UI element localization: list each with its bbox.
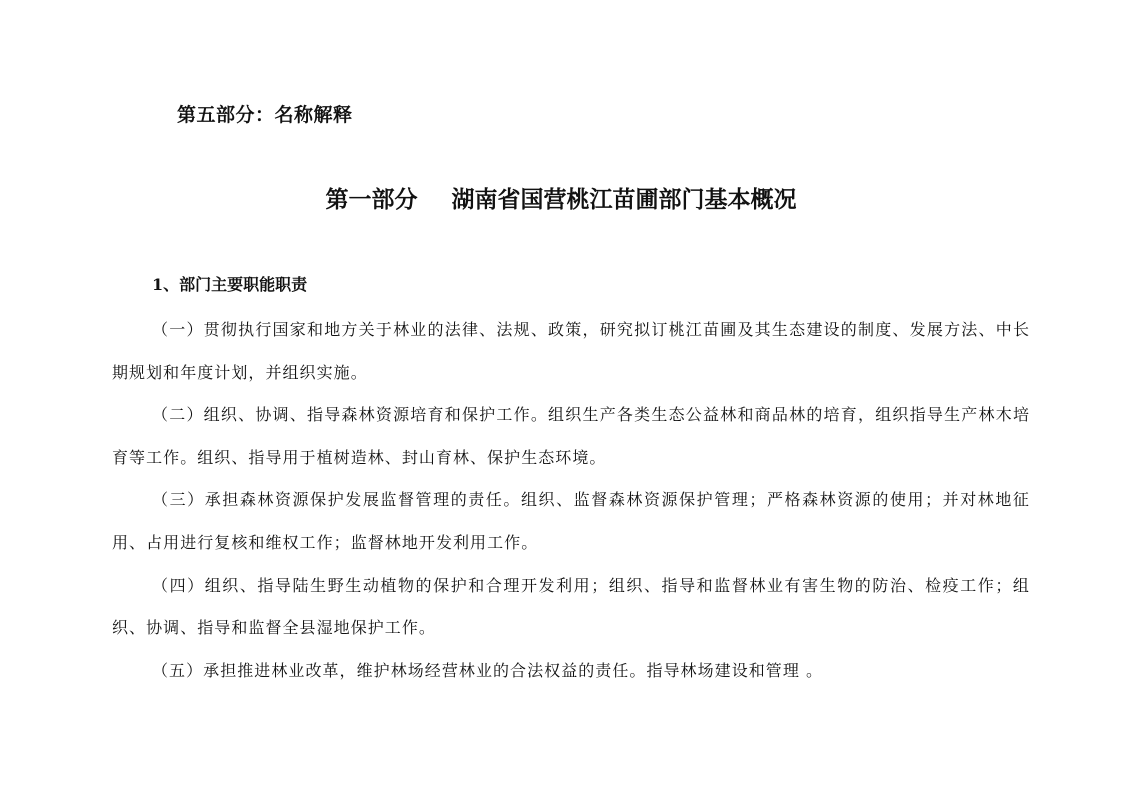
paragraph-2: （二）组织、协调、指导森林资源培育和保护工作。组织生产各类生态公益林和商品林的培育，组织指导生产林木培育等工作。组织、指导用于植树造林、封山育林、保护生态环境。 — [112, 405, 1030, 467]
section-heading: 1、部门主要职能职责 — [152, 275, 308, 294]
main-title-part: 第一部分 — [325, 186, 418, 213]
main-title-name: 湖南省国营桃江苗圃部门基本概况 — [451, 186, 797, 213]
main-title — [0, 181, 1122, 214]
paragraph-3: （三）承担森林资源保护发展监督管理的责任。组织、监督森林资源保护管理；严格森林资源的使用；并对林地征用、占用进行复核和维权工作；监督林地开发利用工作。 — [112, 490, 1030, 552]
part-five-title: 第五部分：名称解释 — [177, 104, 353, 126]
paragraph-4: （四）组织、指导陆生野生动植物的保护和合理开发利用；组织、指导和监督林业有害生物的防治、检疫工作；组织、协调、指导和监督全县湿地保护工作。 — [112, 575, 1030, 638]
paragraph-5: （五）承担推进林业改革，维护林场经营林业的合法权益的责任。指导林场建设和管理 。 — [152, 660, 824, 680]
paragraph-1: （一）贯彻执行国家和地方关于林业的法律、法规、政策，研究拟订桃江苗圃及其生态建设的制度、发展方法、中长期规划和年度计划，并组织实施。 — [112, 320, 1030, 382]
body-text — [112, 309, 1030, 692]
